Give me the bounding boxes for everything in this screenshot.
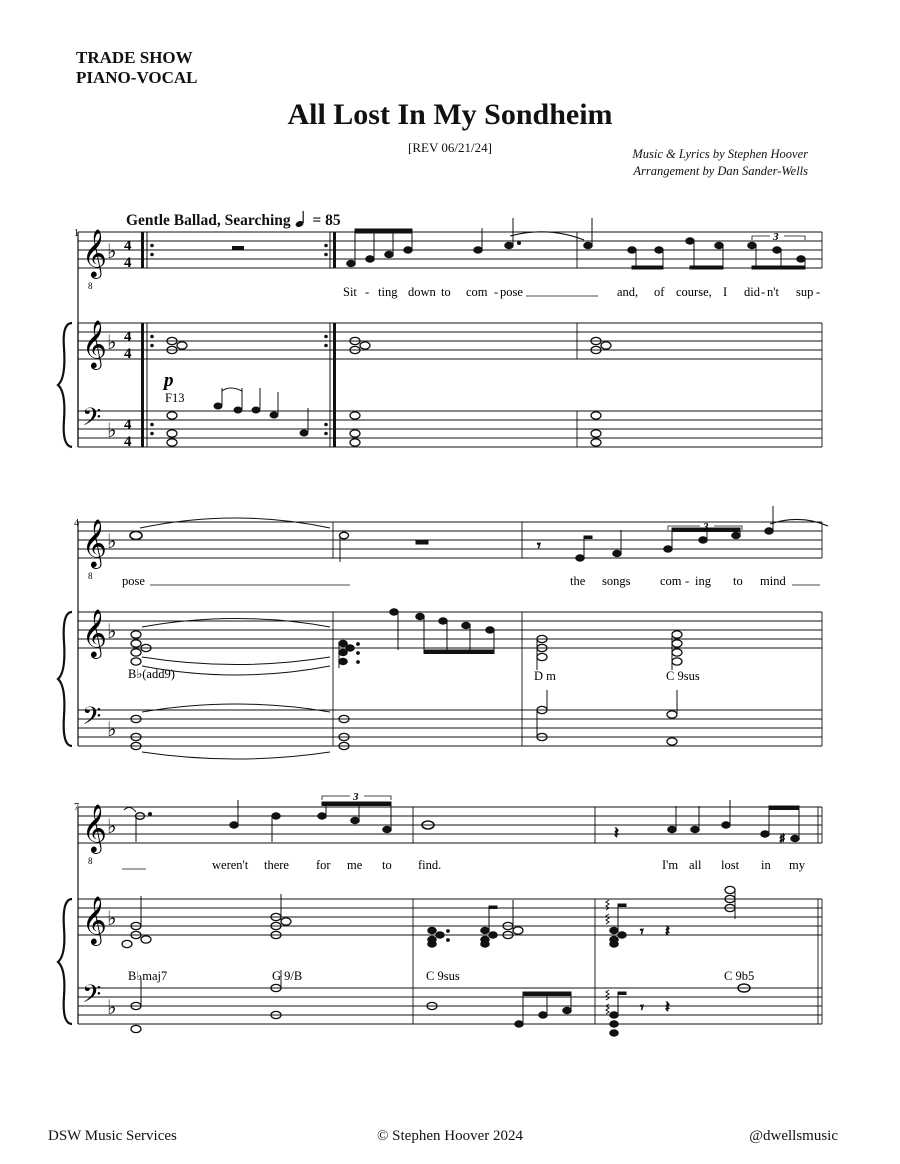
lyric-syllable: com [660, 574, 682, 588]
tempo-value: = 85 [312, 212, 341, 229]
lyric-syllable: to [733, 574, 743, 588]
system-1 [58, 218, 822, 450]
chord-symbol: C 9sus [666, 669, 700, 683]
octave-mark: 8 [88, 571, 93, 581]
tempo-label: Gentle Ballad, Searching [126, 212, 291, 229]
lyric-syllable: pose [122, 574, 145, 588]
piano-bass-staff [78, 988, 822, 1024]
tuplet-number: 3 [703, 521, 709, 533]
lyric-syllable: sup [796, 285, 814, 299]
score-type: PIANO-VOCAL [76, 68, 198, 87]
time-signature-top: 4 [124, 329, 132, 345]
footer-copyright: © Stephen Hoover 2024 [377, 1128, 523, 1144]
lyrics-line [122, 858, 806, 872]
revision-date: [REV 06/21/24] [408, 140, 492, 155]
vocal-notes [130, 506, 828, 562]
lyric-syllable: weren't [212, 858, 249, 872]
chord-symbol: B♭(add9) [128, 667, 175, 681]
dynamic-marking: p [164, 370, 174, 391]
music-credit: Music & Lyrics by Stephen Hoover [632, 147, 808, 161]
lyric-syllable: to [382, 858, 392, 872]
lyric-syllable: ing [695, 574, 711, 588]
chord-symbol: C 9b5 [724, 969, 755, 983]
flat-icon: ♭ [107, 418, 117, 442]
lyric-syllable: mind [760, 574, 786, 588]
vocal-notes [347, 218, 806, 269]
flat-icon: ♭ [107, 717, 117, 741]
lyric-syllable: for [316, 858, 331, 872]
piano-chord-notes [131, 619, 682, 760]
flat-icon: ♭ [107, 330, 117, 354]
flat-icon: ♭ [107, 995, 117, 1019]
bass-clef-icon: 𝄢 [82, 403, 102, 438]
lyric-syllable: my [789, 858, 805, 872]
lyric-syllable: I'm [662, 858, 679, 872]
piano-treble-staff [78, 612, 822, 746]
lyric-syllable: in [761, 858, 771, 872]
bass-clef-icon: 𝄢 [82, 980, 102, 1015]
svg-text:𝄽: 𝄽 [665, 921, 670, 940]
piano-bass-staff [78, 710, 822, 746]
vocal-staff [78, 232, 822, 268]
time-signature-bottom: 4 [124, 434, 132, 450]
lyrics-line [343, 285, 820, 299]
lyric-syllable: n't [767, 285, 779, 299]
flat-icon: ♭ [107, 529, 117, 553]
time-signature-bottom: 4 [124, 255, 132, 271]
arrangement-credit: Arrangement by Dan Sander-Wells [633, 164, 808, 178]
measure-number: 4 [74, 518, 79, 529]
lyric-syllable: there [264, 858, 289, 872]
lyric-syllable: and, [617, 285, 639, 299]
vocal-staff [78, 522, 822, 558]
tuplet-bracket [322, 791, 391, 803]
lyric-syllable: to [441, 285, 451, 299]
treble-clef-icon: 𝄞 [82, 608, 107, 657]
piano-brace [58, 612, 72, 746]
lyric-syllable: pose [500, 285, 523, 299]
svg-text:♯: ♯ [779, 832, 786, 847]
lyric-hyphen: - [685, 574, 690, 588]
treble-clef-icon: 𝄞 [82, 518, 107, 567]
piano-treble-staff [78, 899, 822, 1024]
lyric-syllable: of [654, 285, 665, 299]
system-3 [58, 791, 822, 1036]
octave-mark: 8 [88, 856, 93, 866]
treble-clef-icon: 𝄞 [82, 895, 107, 944]
lyric-syllable: find. [418, 858, 442, 872]
svg-text:𝄾: 𝄾 [640, 1000, 644, 1016]
lyric-syllable: down [408, 285, 436, 299]
treble-clef-icon: 𝄞 [82, 803, 107, 852]
piano-bass-staff [78, 411, 822, 447]
measure-number: 1 [74, 228, 79, 239]
lyrics-line [122, 574, 820, 588]
chord-symbol: B♭maj7 [128, 969, 168, 983]
flat-icon: ♭ [107, 814, 117, 838]
lyric-syllable: songs [602, 574, 631, 588]
svg-text:𝄽: 𝄽 [665, 997, 670, 1016]
time-signature-bottom: 4 [124, 346, 132, 362]
chord-symbol: D m [534, 669, 556, 683]
piano-brace [58, 899, 72, 1024]
lyric-syllable: Sit [343, 285, 357, 299]
chord-symbol: G 9/B [272, 969, 303, 983]
system-2 [58, 506, 828, 759]
lyric-hyphen: - [365, 285, 370, 299]
bass-clef-icon: 𝄢 [82, 702, 102, 737]
time-signature-top: 4 [124, 238, 132, 254]
treble-clef-icon: 𝄞 [82, 228, 107, 277]
svg-text:𝄾: 𝄾 [640, 924, 644, 940]
time-signature-top: 4 [124, 417, 132, 433]
lyric-syllable: I [723, 285, 728, 299]
piano-treble-staff [78, 323, 822, 447]
lyric-syllable: lost [721, 858, 740, 872]
measure-number: 7 [74, 802, 79, 813]
flat-icon: ♭ [107, 906, 117, 930]
lyric-syllable: did [744, 285, 760, 299]
lyric-syllable: all [689, 858, 702, 872]
half-rest-icon [232, 246, 244, 250]
lyric-hyphen: - [494, 285, 499, 299]
svg-text:𝄽: 𝄽 [614, 823, 619, 842]
lyric-syllable: ting [378, 285, 398, 299]
piano-melody-notes [339, 609, 495, 668]
flat-icon: ♭ [107, 239, 117, 263]
song-title: All Lost In My Sondheim [287, 98, 613, 131]
flat-icon: ♭ [107, 619, 117, 643]
vocal-staff [78, 807, 822, 843]
svg-text:𝄾: 𝄾 [537, 538, 541, 554]
footer-handle: @dwellsmusic [749, 1128, 838, 1144]
lyric-syllable: the [570, 574, 586, 588]
treble-clef-icon: 𝄞 [82, 319, 107, 368]
tuplet-number: 3 [353, 791, 359, 803]
octave-mark: 8 [88, 281, 93, 291]
chord-symbol: F13 [165, 391, 185, 405]
piano-chord-notes [167, 337, 611, 446]
chord-symbol: C 9sus [426, 969, 460, 983]
lyric-hyphen: - [761, 285, 766, 299]
piano-brace [58, 323, 72, 447]
show-name: TRADE SHOW [76, 48, 193, 67]
lyric-syllable: com [466, 285, 488, 299]
piano-melody-notes [428, 900, 670, 1036]
lyric-syllable: course, [676, 285, 712, 299]
footer-publisher: DSW Music Services [48, 1128, 177, 1144]
lyric-hyphen: - [816, 285, 821, 299]
tuplet-number: 3 [773, 231, 779, 243]
lyric-syllable: me [347, 858, 363, 872]
